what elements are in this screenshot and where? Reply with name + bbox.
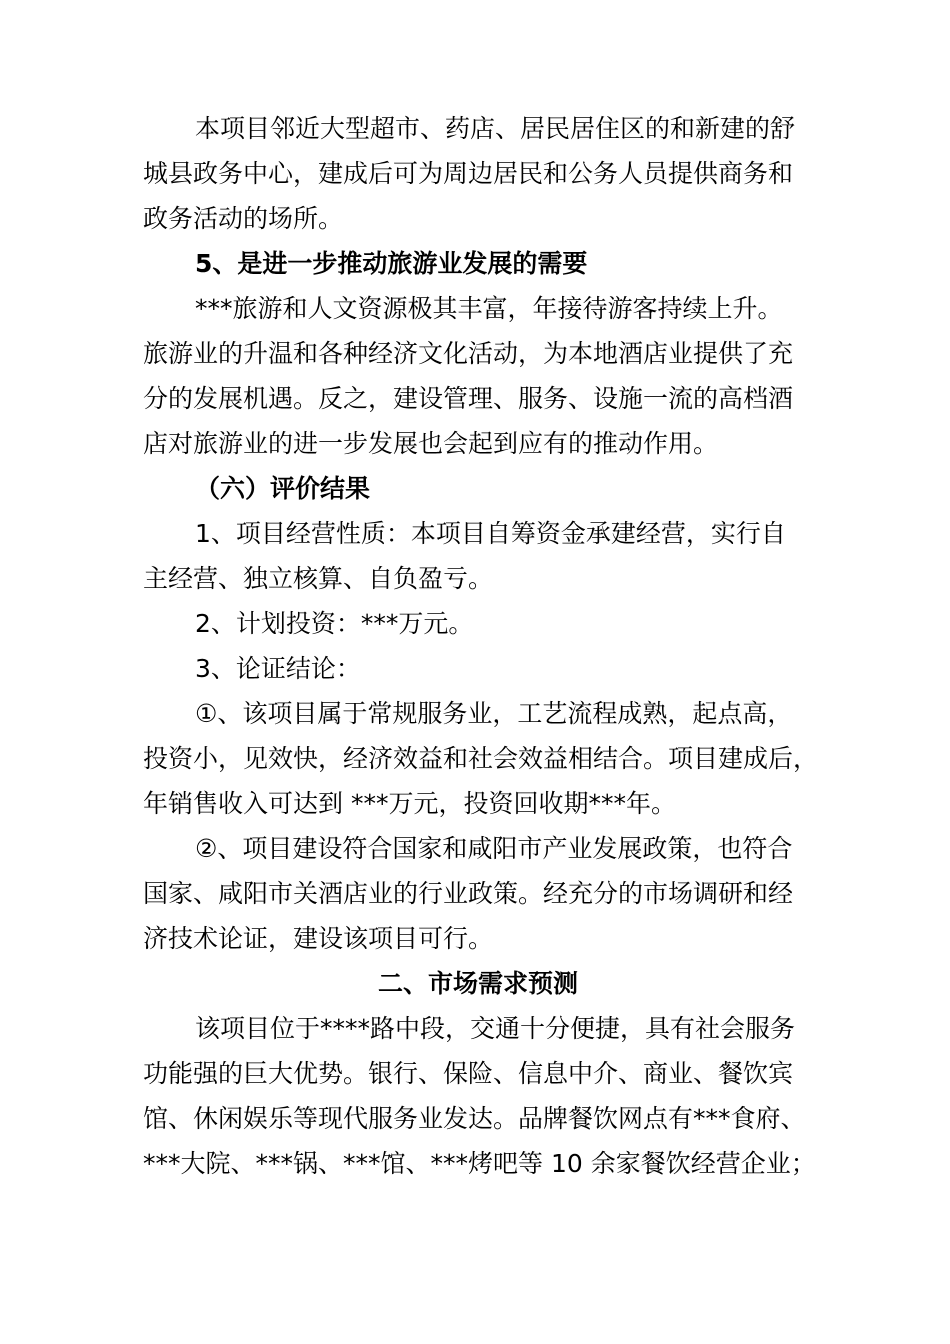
text-line: 国家、咸阳市关酒店业的行业政策。经充分的市场调研和经 xyxy=(143,879,794,908)
subitem-1 xyxy=(143,691,819,826)
heading-tourism xyxy=(143,241,813,286)
item-planned-investment xyxy=(143,601,813,646)
subitem-2 xyxy=(143,826,813,961)
text-line: 济技术论证，建设该项目可行。 xyxy=(143,924,494,953)
text-line: 本项目邻近大型超市、药店、居民居住区的和新建的舒 xyxy=(195,114,796,143)
paragraph-location xyxy=(143,106,813,241)
heading-evaluation xyxy=(143,466,813,511)
text-line: ①、该项目属于常规服务业，工艺流程成熟，起点高， xyxy=(195,699,793,728)
text-line: 年销售收入可达到 ***万元，投资回收期***年。 xyxy=(143,789,676,818)
text-line: 店对旅游业的进一步发展也会起到应有的推动作用。 xyxy=(143,429,719,458)
heading-text: 二、市场需求预测 xyxy=(377,969,578,998)
heading-text: 5、是进一步推动旅游业发展的需要 xyxy=(195,249,588,278)
paragraph-tourism xyxy=(143,286,813,466)
text-line: 分的发展机遇。反之，建设管理、服务、设施一流的高档酒 xyxy=(143,384,794,413)
text-line: ***旅游和人文资源极其丰富，年接待游客持续上升。 xyxy=(195,294,783,323)
text-line: ***大院、***锅、***馆、***烤吧等 10 余家餐饮经营企业； xyxy=(143,1149,816,1178)
item-operation-nature xyxy=(143,511,813,601)
paragraph-market xyxy=(143,1006,816,1186)
text-line: 投资小，见效快，经济效益和社会效益相结合。项目建成后， xyxy=(143,744,819,773)
text-line: 3、论证结论： xyxy=(195,654,361,683)
section-heading-market xyxy=(143,961,813,1006)
document-body xyxy=(143,106,819,1186)
item-conclusion xyxy=(143,646,813,691)
text-line: 城县政务中心，建成后可为周边居民和公务人员提供商务和 xyxy=(143,159,794,188)
text-line: 主经营、独立核算、自负盈亏。 xyxy=(143,564,494,593)
text-line: 政务活动的场所。 xyxy=(143,204,344,233)
text-line: 1、项目经营性质：本项目自筹资金承建经营，实行自 xyxy=(195,519,786,548)
text-line: 旅游业的升温和各种经济文化活动，为本地酒店业提供了充 xyxy=(143,339,794,368)
text-line: 2、计划投资：***万元。 xyxy=(195,609,474,638)
text-line: 馆、休闲娱乐等现代服务业发达。品牌餐饮网点有***食府、 xyxy=(143,1104,806,1133)
heading-text: （六）评价结果 xyxy=(195,474,371,503)
text-line: ②、项目建设符合国家和咸阳市产业发展政策，也符合 xyxy=(195,834,793,863)
text-line: 功能强的巨大优势。银行、保险、信息中介、商业、餐饮宾 xyxy=(143,1059,794,1088)
text-line: 该项目位于****路中段，交通十分便捷，具有社会服务 xyxy=(195,1014,796,1043)
